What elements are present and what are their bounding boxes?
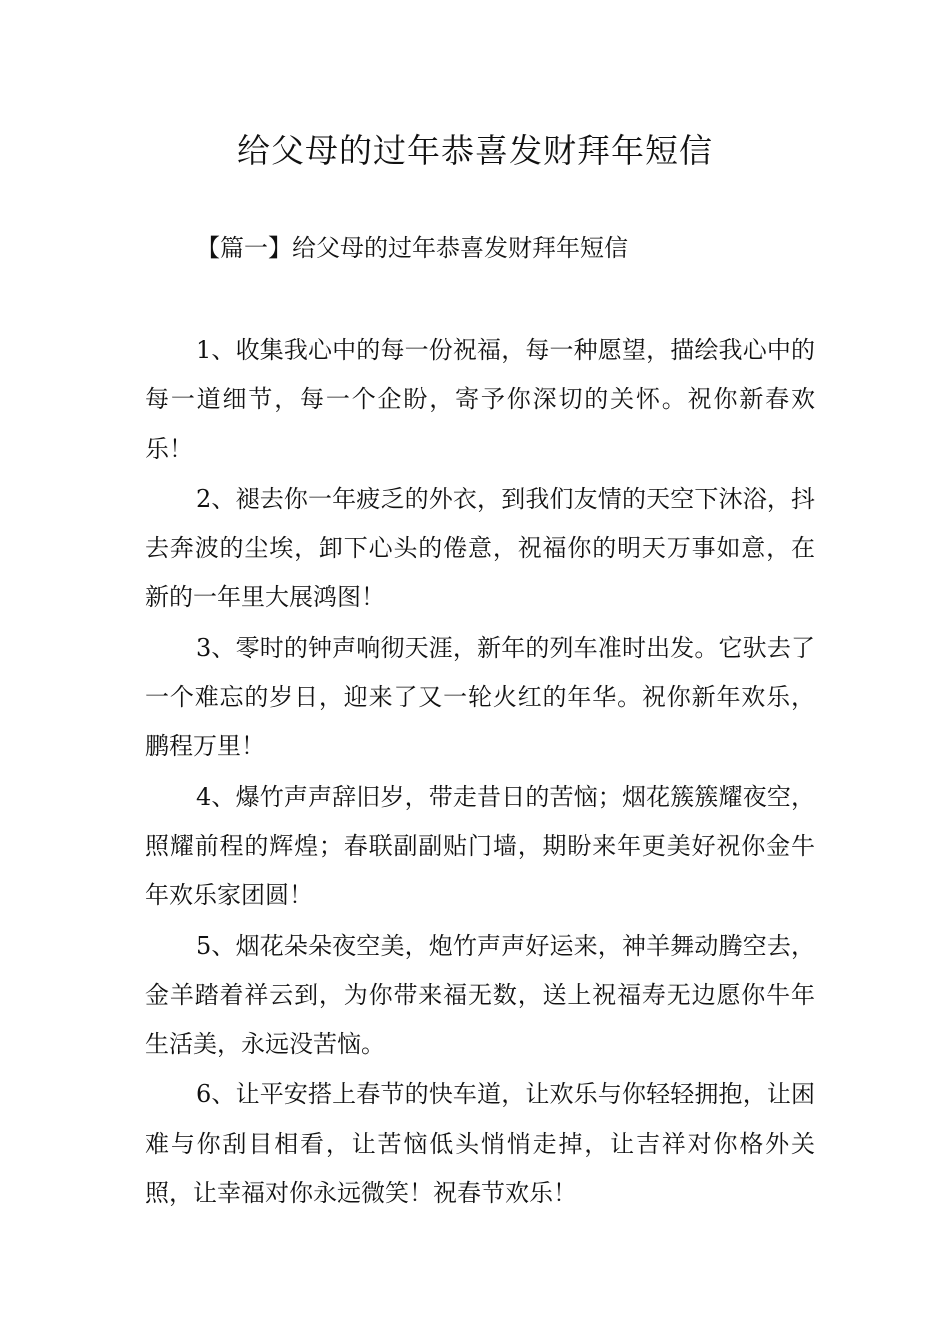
greeting-item-6: 6、让平安搭上春节的快车道，让欢乐与你轻轻拥抱，让困难与你刮目相看，让苦恼低头悄悄走掉，让吉祥对你格外关照，让幸福对你永远微笑！祝春节欢乐！ [145,1080,815,1208]
greeting-item-2: 2、褪去你一年疲乏的外衣，到我们友情的天空下沐浴，抖去奔波的尘埃，卸下心头的倦意，祝福你的明天万事如意，在新的一年里大展鸿图！ [145,484,815,612]
greeting-item-5: 5、烟花朵朵夜空美，炮竹声声好运来，神羊舞动腾空去，金羊踏着祥云到，为你带来福无数，送上祝福寿无边愿你牛年生活美，永远没苦恼。 [145,931,815,1059]
greeting-item-4: 4、爆竹声声辞旧岁，带走昔日的苦恼；烟花簇簇耀夜空，照耀前程的辉煌；春联副副贴门墙，期盼来年更美好祝你金牛年欢乐家团圆！ [145,782,815,910]
greeting-list [145,326,815,1219]
document-title: 给父母的过年恭喜发财拜年短信 [237,131,713,170]
greeting-item-1: 1、收集我心中的每一份祝福，每一种愿望，描绘我心中的每一道细节，每一个企盼，寄予你深切的关怀。祝你新春欢乐！ [145,336,815,463]
greeting-item-3: 3、零时的钟声响彻天涯，新年的列车准时出发。它驮去了一个难忘的岁日，迎来了又一轮火红的年华。祝你新年欢乐，鹏程万里！ [145,633,815,761]
section-heading: 【篇一】给父母的过年恭喜发财拜年短信 [196,234,628,262]
